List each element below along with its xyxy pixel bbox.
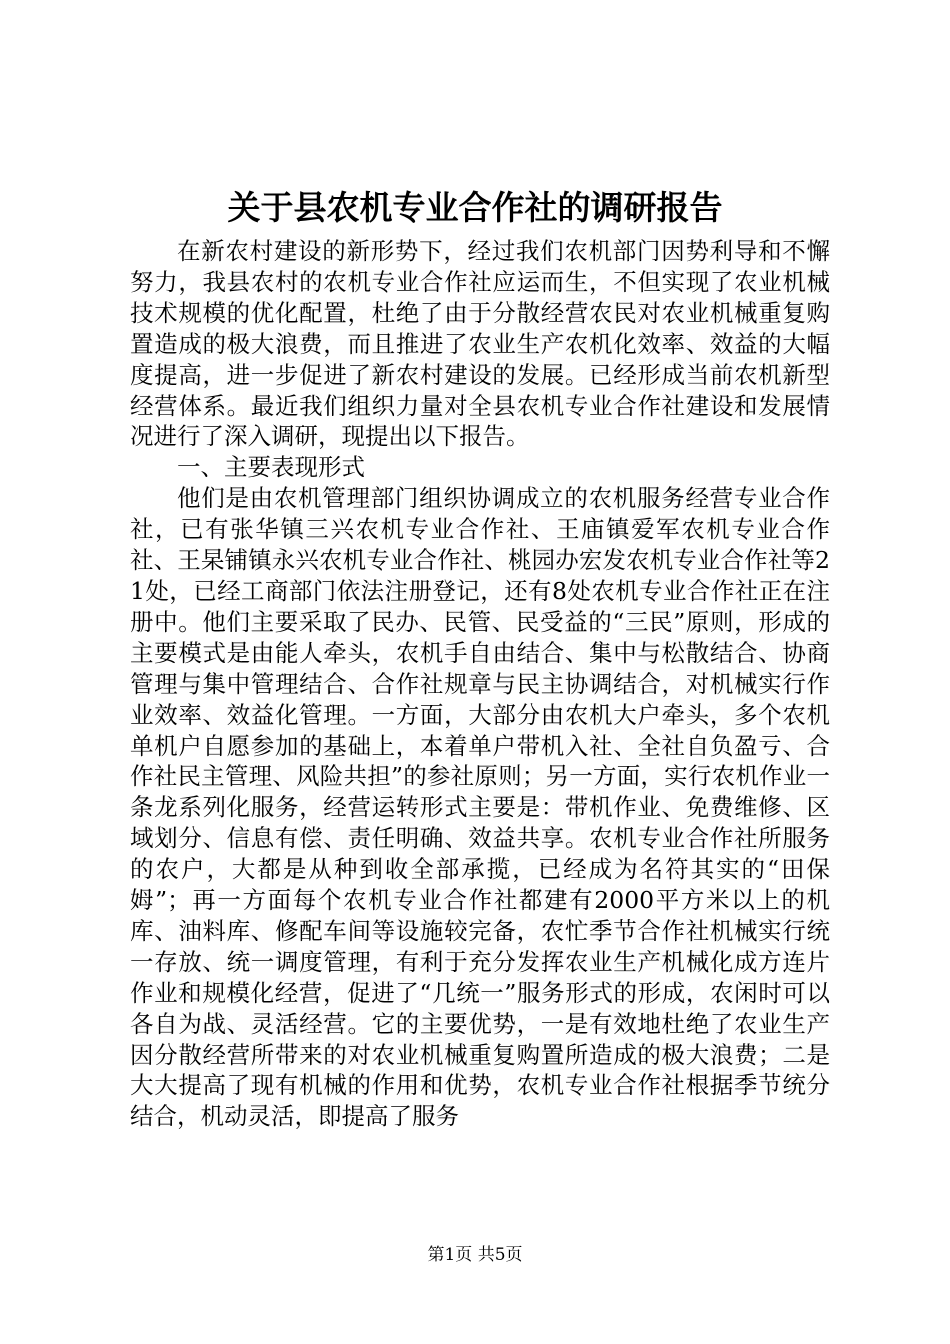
section-heading: 一、主要表现形式 [177, 453, 365, 482]
document-body [130, 236, 830, 1132]
page-footer: 第1页 共5页 [427, 1245, 523, 1265]
intro-paragraph: 在新农村建设的新形势下，经过我们农机部门因势利导和不懈努力，我县农村的农机专业合作社应运而生，不但实现了农业机械技术规模的优化配置，杜绝了由于分散经营农民对农业机械重复购置造成的极大浪费，而且推进了农业生产农机化效率、效益的大幅度提高，进一步促进了新农村建设的发展。已经形成当前农机新型经营体系。最近我们组织力量对全县农机专业合作社建设和发展情况进行了深入调研，现提出以下报告。 [130, 237, 830, 451]
section-paragraph: 他们是由农机管理部门组织协调成立的农机服务经营专业合作社，已有张华镇三兴农机专业合作社、王庙镇爱军农机专业合作社、王杲铺镇永兴农机专业合作社、桃园办宏发农机专业合作社等21处，已经工商部门依法注册登记，还有8处农机专业合作社正在注册中。他们主要采取了民办、民管、民受益的“三民”原则，形成的主要模式是由能人牵头，农机手自由结合、集中与松散结合、协商管理与集中管理结合、合作社规章与民主协调结合，对机械实行作业效率、效益化管理。一方面，大部分由农机大户牵头，多个农机单机户自愿参加的基础上，本着单户带机入社、全社自负盈亏、合作社民主管理、风险共担”的参社原则；另一方面，实行农机作业一条龙系列化服务，经营运转形式主要是：带机作业、免费维修、区域划分、信息有偿、责任明确、效益共享。农机专业合作社所服务的农户，大都是从种到收全部承揽，已经成为名符其实的“田保姆”；再一方面每个农机专业合作社都建有2000平方米以上的机库、油料库、修配车间等设施较完备，农忙季节合作社机械实行统一存放、统一调度管理，有利于充分发挥农业生产机械化成方连片作业和规模化经营，促进了“几统一”服务形式的形成，农闲时可以各自为战、灵活经营。它的主要优势，一是有效地杜绝了农业生产因分散经营所带来的对农业机械重复购置所造成的极大浪费；二是大大提高了现有机械的作用和优势，农机专业合作社根据季节统分结合，机动灵活，即提高了服务 [130, 484, 830, 1131]
document-title: 关于县农机专业合作社的调研报告 [227, 188, 723, 227]
